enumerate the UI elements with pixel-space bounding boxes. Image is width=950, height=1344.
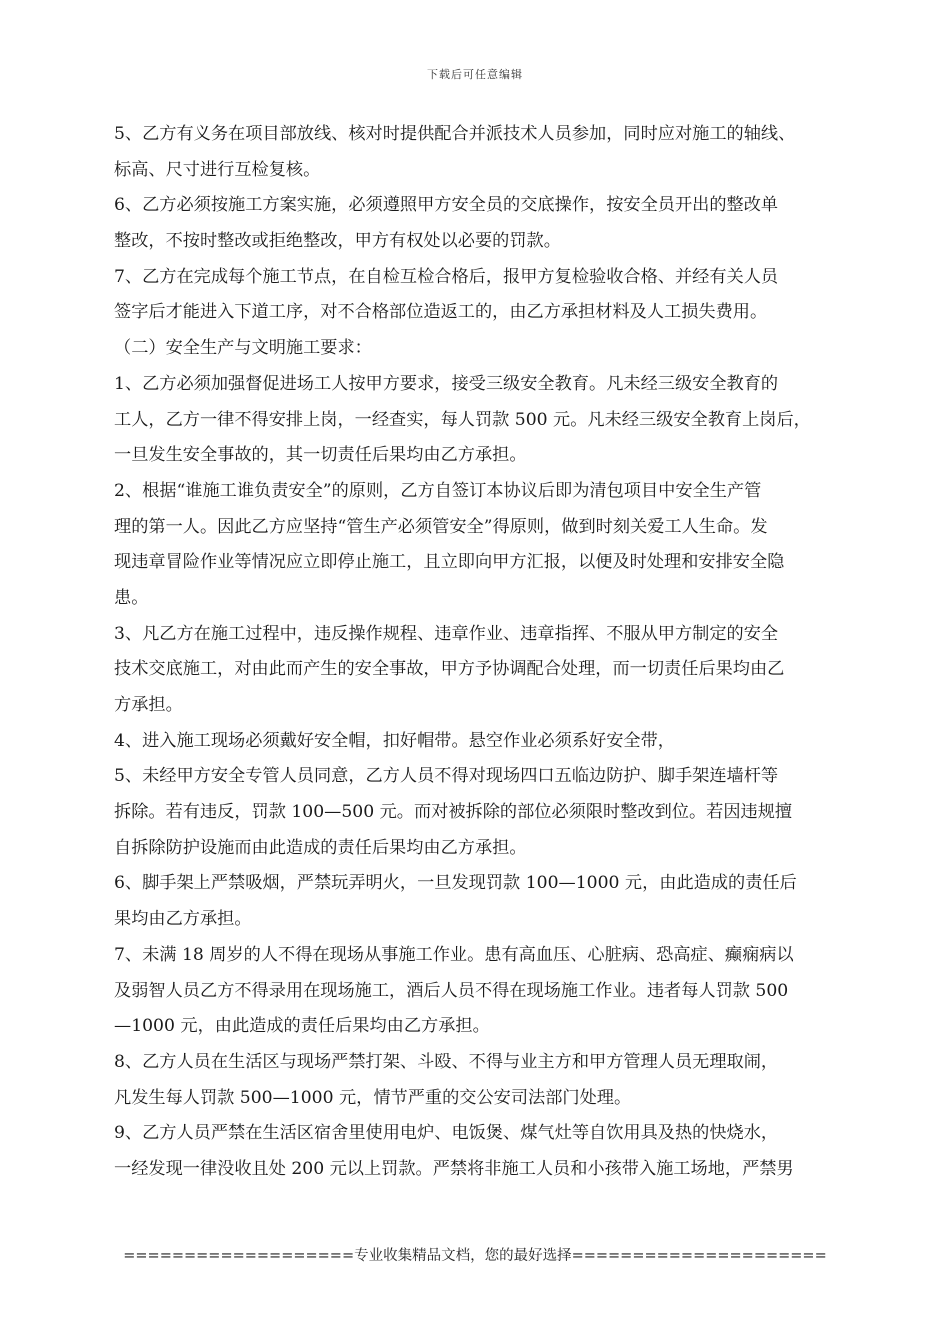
body-line: 7、乙方在完成每个施工节点，在自检互检合格后，报甲方复检验收合格、并经有关人员 xyxy=(114,266,779,287)
body-line: 9、乙方人员严禁在生活区宿舍里使用电炉、电饭煲、煤气灶等自饮用具及热的快烧水， xyxy=(114,1123,779,1144)
body-line: 患。 xyxy=(114,587,149,608)
body-line: 3、凡乙方在施工过程中，违反操作规程、违章作业、违章指挥、不服从甲方制定的安全 xyxy=(114,623,779,644)
body-line: 7、未满 18 周岁的人不得在现场从事施工作业。患有高血压、心脏病、恐高症、癫痫病以 xyxy=(114,944,794,965)
body-line: 一经发现一律没收且处 200 元以上罚款。严禁将非施工人员和小孩带入施工场地，严禁男 xyxy=(114,1158,794,1179)
body-line: —1000 元，由此造成的责任后果均由乙方承担。 xyxy=(114,1016,490,1037)
body-line: 5、乙方有义务在项目部放线、核对时提供配合并派技术人员参加，同时应对施工的轴线、 xyxy=(114,124,796,144)
body-line: 方承担。 xyxy=(114,695,183,715)
body-line: 工人，乙方一律不得安排上岗，一经查实，每人罚款 500 元。凡未经三级安全教育上岗后， xyxy=(114,409,811,430)
body-line: 2、根据“谁施工谁负责安全”的原则，乙方自签订本协议后即为清包项目中安全生产管 xyxy=(114,480,762,501)
body-line: 拆除。若有违反，罚款 100—500 元。而对被拆除的部位必须限时整改到位。若因违规擅 xyxy=(114,802,793,823)
body-line: 凡发生每人罚款 500—1000 元，情节严重的交公安司法部门处理。 xyxy=(114,1087,632,1108)
body-line: 签字后才能进入下道工序，对不合格部位造返工的，由乙方承担材料及人工损失费用。 xyxy=(114,302,768,323)
page-header: 下载后可任意编辑 xyxy=(427,68,523,81)
body-line: 标高、尺寸进行互检复核。 xyxy=(114,159,321,180)
body-line: 1、乙方必须加强督促进场工人按甲方要求，接受三级安全教育。凡未经三级安全教育的 xyxy=(114,373,779,394)
section-heading: （二）安全生产与文明施工要求： xyxy=(114,338,372,359)
body-line: 6、乙方必须按施工方案实施，必须遵照甲方安全员的交底操作，按安全员开出的整改单 xyxy=(114,195,779,216)
body-line: 6、脚手架上严禁吸烟，严禁玩弄明火，一旦发现罚款 100—1000 元，由此造成的责任后 xyxy=(114,873,797,894)
body-line: 5、未经甲方安全专管人员同意，乙方人员不得对现场四口五临边防护、脚手架连墙杆等 xyxy=(114,766,779,787)
body-line: 现违章冒险作业等情况应立即停止施工，且立即向甲方汇报，以便及时处理和安排安全隐 xyxy=(114,552,785,573)
document-body xyxy=(114,117,874,1188)
body-line: 一旦发生安全事故的，其一切责任后果均由乙方承担。 xyxy=(114,445,527,466)
body-line: 技术交底施工，对由此而产生的安全事故，甲方予协调配合处理，而一切责任后果均由乙 xyxy=(114,659,785,680)
body-line: 整改，不按时整改或拒绝整改，甲方有权处以必要的罚款。 xyxy=(114,231,561,252)
body-line: 自拆除防护设施而由此造成的责任后果均由乙方承担。 xyxy=(114,837,527,858)
body-line: 及弱智人员乙方不得录用在现场施工，酒后人员不得在现场施工作业。违者每人罚款 500 xyxy=(114,980,789,1001)
body-line: 8、乙方人员在生活区与现场严禁打架、斗殴、不得与业主方和甲方管理人员无理取闹， xyxy=(114,1051,779,1072)
body-line: 4、进入施工现场必须戴好安全帽，扣好帽带。悬空作业必须系好安全带， xyxy=(114,730,675,751)
body-line: 果均由乙方承担。 xyxy=(114,909,252,930)
body-line: 理的第一人。因此乙方应坚持“管生产必须管安全”得原则，做到时刻关爱工人生命。发 xyxy=(114,516,768,537)
page-footer: ===================专业收集精品文档，您的最好选择===================== xyxy=(123,1248,827,1264)
